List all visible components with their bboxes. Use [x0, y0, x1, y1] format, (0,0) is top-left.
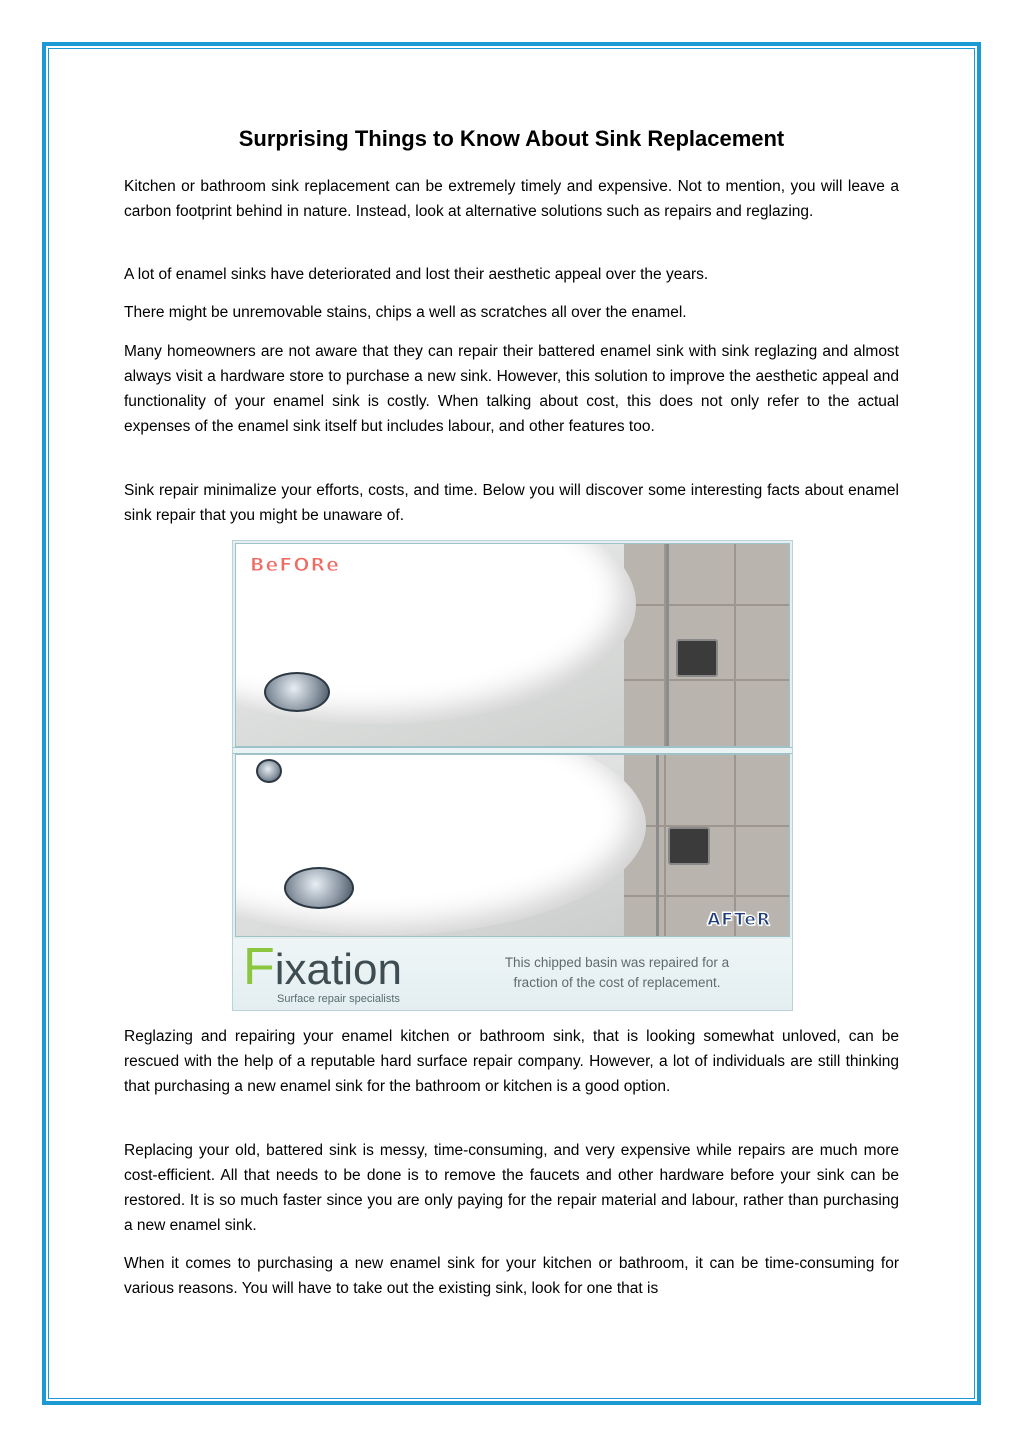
- paragraph-stains: There might be unremovable stains, chips a well as scratches all over the enamel.: [124, 304, 687, 321]
- paragraph-deteriorated: A lot of enamel sinks have deteriorated and lost their aesthetic appeal over the years.: [124, 266, 709, 283]
- page-title: Surprising Things to Know About Sink Replacement: [238, 126, 785, 151]
- overflow-plug: [256, 759, 282, 783]
- hinge: [676, 639, 718, 677]
- drain-plug: [284, 867, 354, 909]
- image-caption: This chipped basin was repaired for a fraction of the cost of replacement.: [504, 955, 730, 990]
- logo-tagline: Surface repair specialists: [277, 993, 400, 1005]
- paragraph-homeowners: Many homeowners are not aware that they can repair their battered enamel sink with sink reglazing and almost always visit a hardware store to purchase a new sink. However, this solution to improve the aesthetic appeal and functionality of your enamel sink is costly. When talking about cost, this does not only refer to the actual expenses of the enamel sink itself but includes labour, and other features too.: [124, 343, 899, 435]
- paragraph-intro: Kitchen or bathroom sink replacement can be extremely timely and expensive. Not to mention, you will leave a carbon footprint behind in nature. Instead, look at alternative solutions such as repairs and reglazing.: [124, 178, 899, 220]
- sink-basin: [235, 754, 646, 935]
- brand-banner: [233, 939, 792, 1011]
- hinge: [668, 827, 710, 865]
- paragraph-reglazing: Reglazing and repairing your enamel kitchen or bathroom sink, that is looking somewhat unloved, can be rescued with the help of a reputable hard surface repair company. However, a lot of individuals are still thinking that purchasing a new enamel sink for the bathroom or kitchen is a good option.: [124, 1028, 899, 1095]
- fixation-logo: Fixation Surface repair specialists: [243, 938, 402, 1005]
- before-after-photo: [232, 540, 793, 1011]
- before-label: BeFORe: [250, 554, 341, 576]
- drain-plug: [264, 672, 330, 712]
- paragraph-sink-repair: Sink repair minimalize your efforts, costs, and time. Below you will discover some interesting facts about enamel sink repair that you might be unaware of.: [124, 482, 899, 524]
- after-label: AFTeR: [707, 910, 771, 930]
- after-panel: [235, 754, 790, 937]
- paragraph-replacing: Replacing your old, battered sink is messy, time-consuming, and very expensive while repairs are much more cost-efficient. All that needs to be done is to remove the faucets and other hardware before your sink can be restored. It is so much faster since you are only paying for the repair material and labour, rather than purchasing a new enamel sink.: [124, 1142, 899, 1234]
- paragraph-purchasing: When it comes to purchasing a new enamel sink for your kitchen or bathroom, it can be time-consuming for various reasons. You will have to take out the existing sink, look for one that is: [124, 1255, 899, 1297]
- before-panel: [235, 543, 790, 747]
